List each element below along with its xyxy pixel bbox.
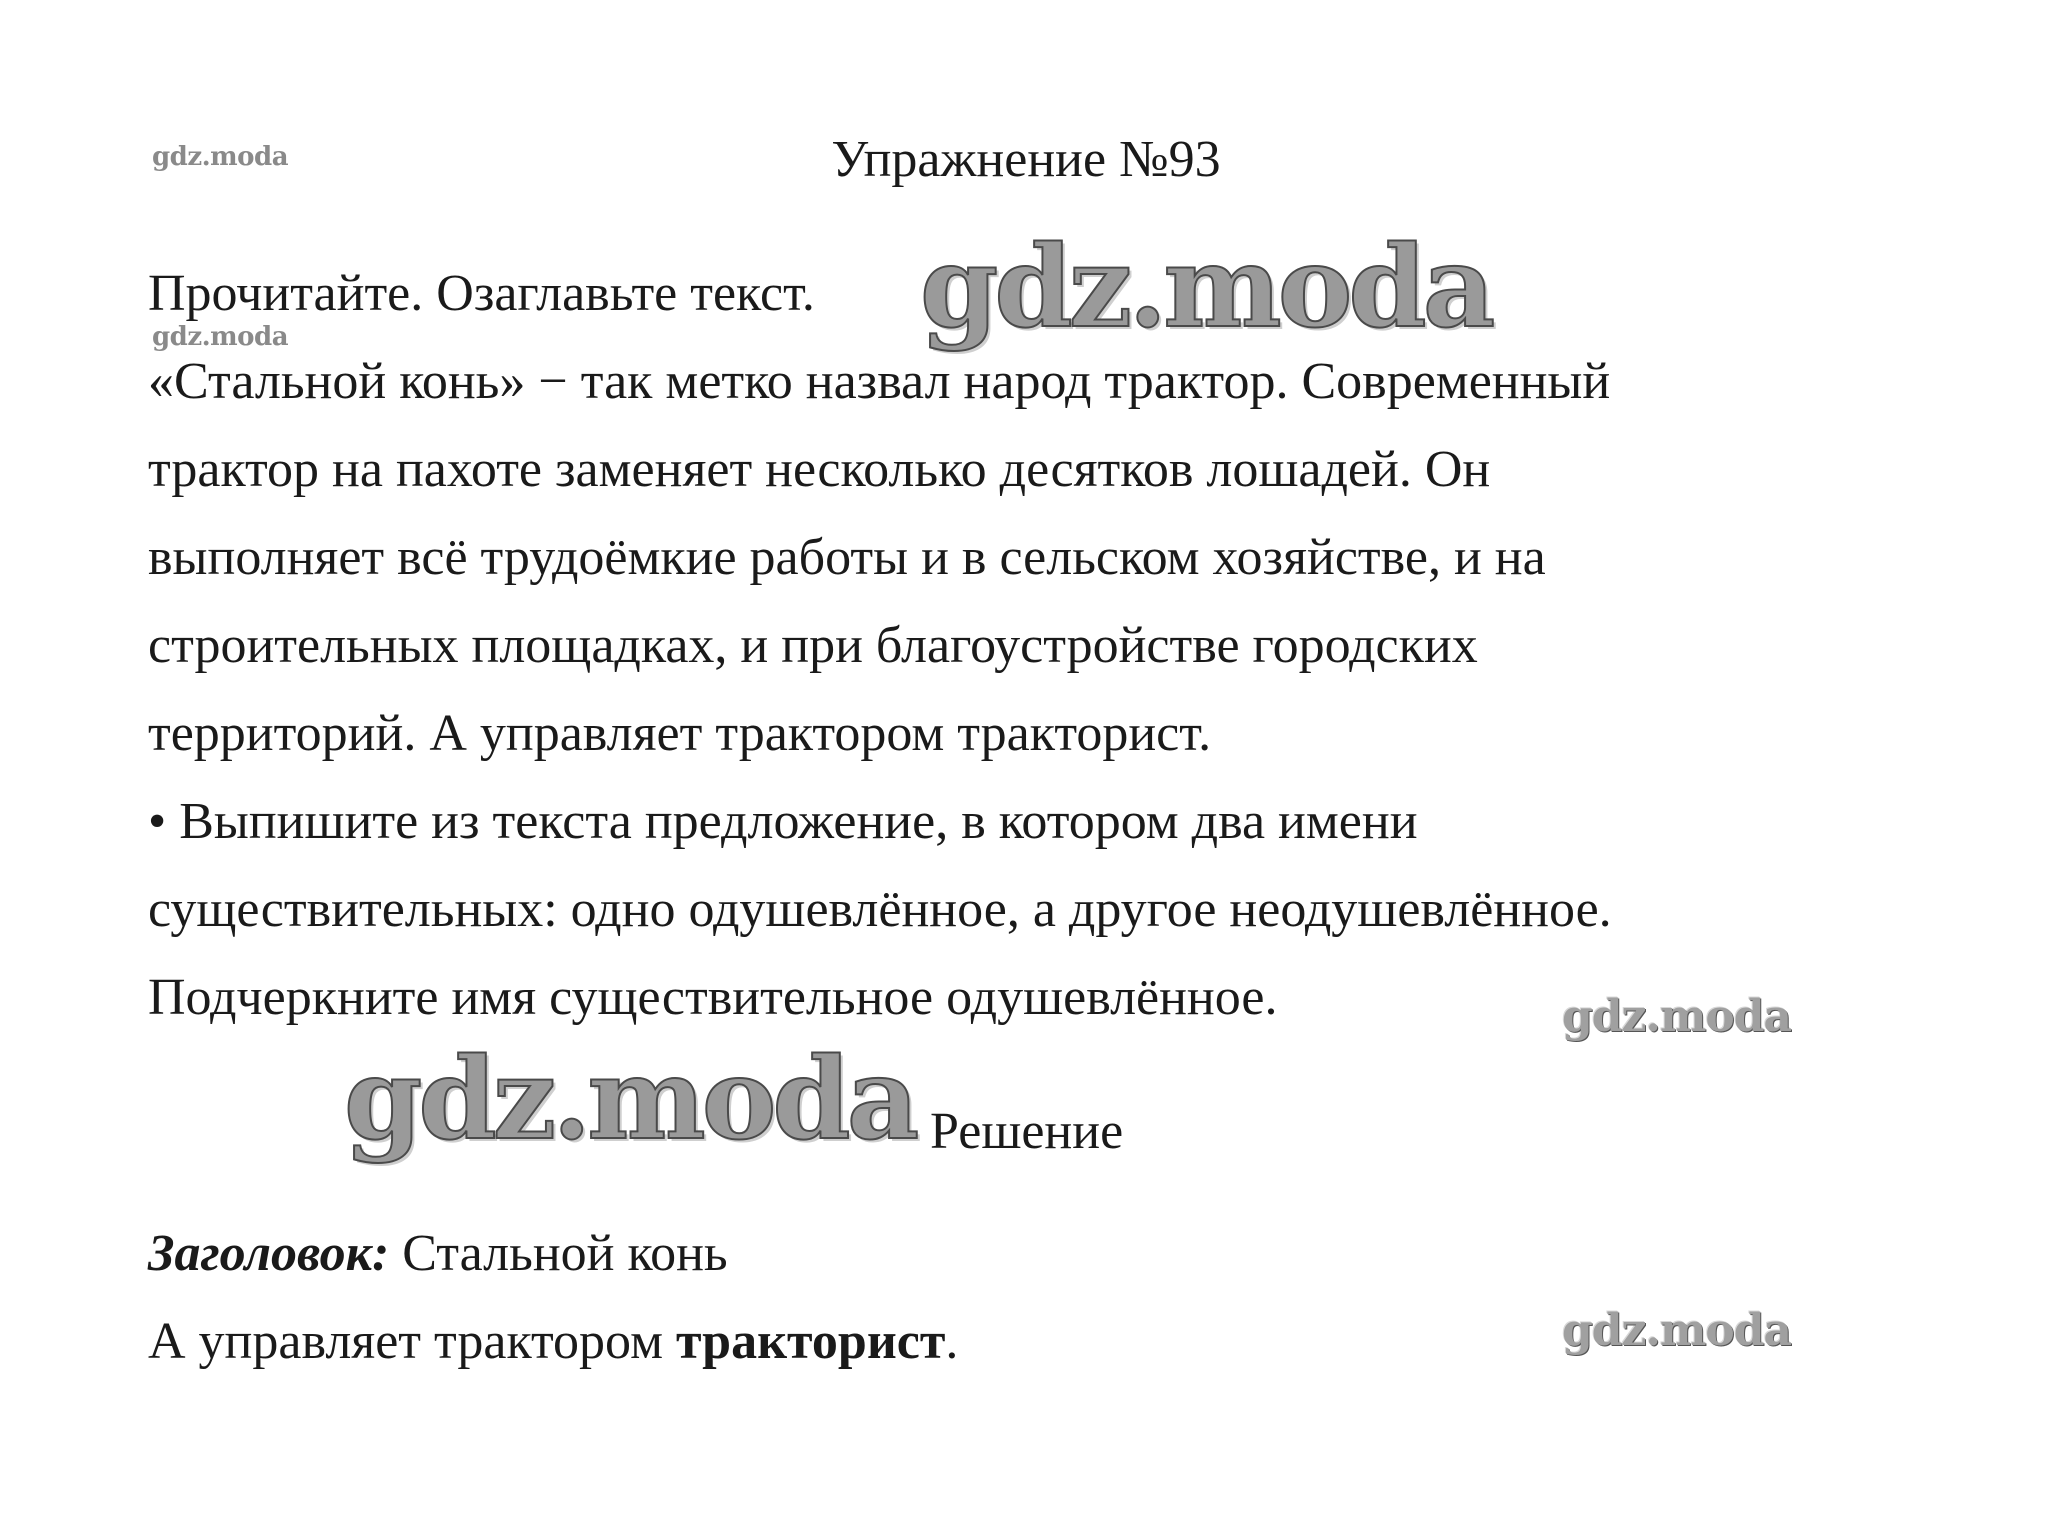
watermark-logo: gdz.moda — [1562, 1305, 1792, 1356]
solution-title-label: Заголовок: — [148, 1225, 390, 1282]
text-line: «Стальной конь» − так метко назвал народ трактор. Современный — [148, 353, 1611, 410]
task-instruction: Прочитайте. Озаглавьте текст. — [148, 265, 815, 322]
text-line: территорий. А управляет трактором тракторист. — [148, 705, 1212, 762]
solution-heading: Решение — [930, 1103, 1124, 1160]
solution-title-value: Стальной конь — [389, 1225, 728, 1282]
watermark-logo: gdz.moda — [152, 322, 289, 352]
text-line: Подчеркните имя существительное одушевлённое. — [148, 969, 1278, 1026]
watermark-logo: gdz.moda — [920, 222, 1492, 353]
page-title: Упражнение №93 — [831, 131, 1221, 188]
watermark-logo: gdz.moda — [152, 142, 289, 172]
watermark-logo: gdz.moda — [344, 1034, 916, 1165]
answer-highlight: тракторист — [675, 1313, 946, 1370]
text-line: трактор на пахоте заменяет несколько десятков лошадей. Он — [148, 441, 1491, 498]
watermark-logo: gdz.moda — [1562, 991, 1792, 1042]
text-line: существительных: одно одушевлённое, а другое неодушевлённое. — [148, 881, 1612, 938]
text-line: • Выпишите из текста предложение, в котором два имени — [148, 793, 1418, 850]
solution-title-line — [148, 1222, 728, 1286]
answer-suffix: . — [945, 1313, 959, 1370]
text-line: строительных площадках, и при благоустройстве городских — [148, 617, 1478, 674]
solution-answer-line — [148, 1310, 958, 1374]
answer-prefix: А управляет трактором — [148, 1313, 676, 1370]
text-line: выполняет всё трудоёмкие работы и в сельском хозяйстве, и на — [148, 529, 1546, 586]
